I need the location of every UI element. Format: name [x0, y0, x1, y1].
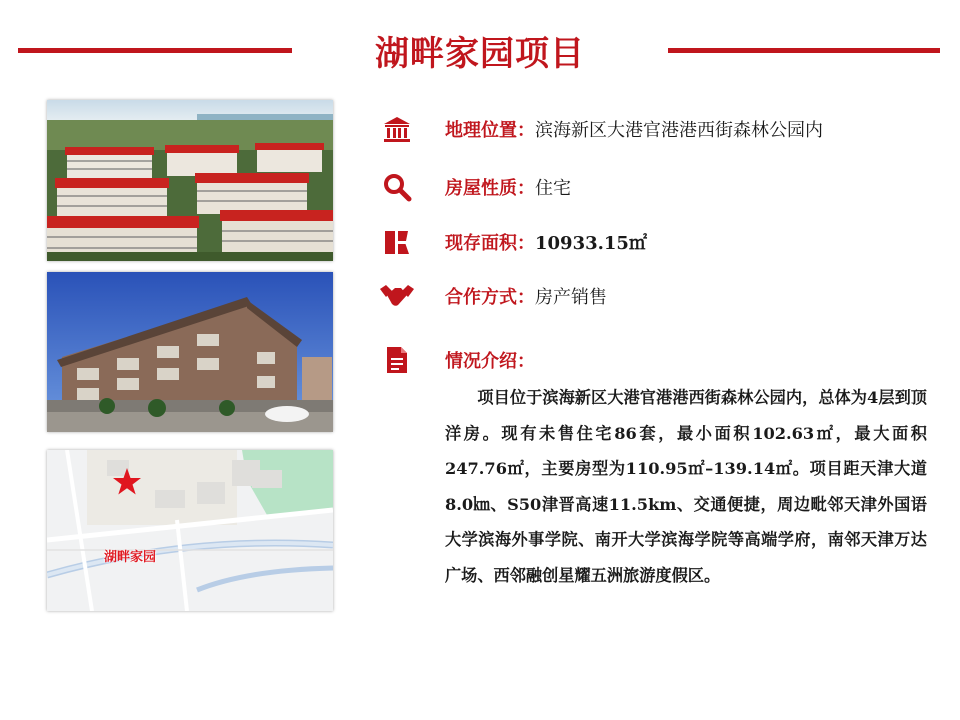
- area-icon: [380, 225, 414, 259]
- area-label: 现存面积：: [445, 233, 535, 254]
- property-type-value: 住宅: [535, 178, 571, 199]
- page-title: 湖畔家园项目: [375, 34, 585, 74]
- map-location-label: 湖畔家园: [104, 550, 157, 565]
- location-map: [47, 450, 333, 611]
- property-type-label: 房屋性质：: [445, 178, 535, 199]
- info-location: [380, 112, 823, 146]
- search-icon: [380, 170, 414, 204]
- location-label: 地理位置：: [445, 120, 535, 141]
- building-photo: [47, 272, 333, 432]
- aerial-photo: [47, 100, 333, 261]
- location-value: 滨海新区大港官港港西街森林公园内: [535, 120, 823, 141]
- document-icon: [380, 343, 414, 377]
- cooperation-label: 合作方式：: [445, 287, 535, 308]
- bank-icon: [380, 112, 414, 146]
- overview-label: 情况介绍：: [445, 351, 535, 372]
- info-overview: [380, 343, 535, 377]
- title-rule-left: [18, 48, 292, 53]
- handshake-icon: [380, 279, 414, 313]
- info-property-type: [380, 170, 571, 204]
- info-area: [380, 225, 647, 259]
- project-description: 项目位于滨海新区大港官港港西街森林公园内，总体为4层到顶洋房。现有未售住宅86套，最小面积102.63㎡，最大面积247.76㎡，主要房型为110.95㎡–139.14㎡。项目距天津大道8.0㎞、S50津晋高速11.5km、交通便捷，周边毗邻天津外国语大学滨海外事学院、南开大学滨海学院等高端学府，南邻天津万达广场、西邻融创星耀五洲旅游度假区。: [445, 388, 927, 585]
- cooperation-value: 房产销售: [535, 287, 607, 308]
- area-value: 10933.15㎡: [535, 233, 647, 254]
- info-cooperation: [380, 279, 607, 313]
- title-rule-right: [668, 48, 940, 53]
